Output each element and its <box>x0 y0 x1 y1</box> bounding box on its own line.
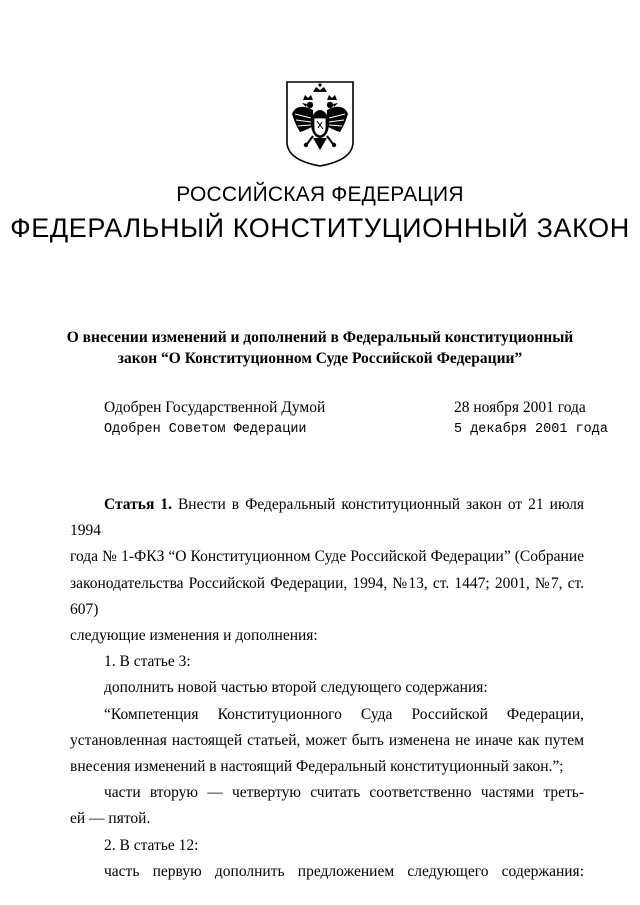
article-line: законодательства Российской Федерации, 1994, №13, ст. 1447; 2001, №7, ст. 607) <box>70 574 584 618</box>
item-heading: 2. В статье 12: <box>104 836 199 854</box>
approval-body: Одобрен Государственной Думой <box>104 399 326 416</box>
approval-body: Одобрен Советом Федерации <box>104 422 307 437</box>
approval-date: 5 декабря 2001 года <box>454 422 608 437</box>
article-text: Внести в Федеральный конституционный закон от 21 июля 1994 <box>70 496 585 540</box>
law-type-heading: ФЕДЕРАЛЬНЫЙ КОНСТИТУЦИОННЫЙ ЗАКОН <box>10 213 630 243</box>
article-line <box>70 492 584 544</box>
renumber-line: части вторую — четвертую считать соответственно частями треть- <box>104 784 584 802</box>
coat-of-arms-icon <box>283 80 357 168</box>
article-line: следующие изменения и дополнения: <box>70 627 318 645</box>
quote-line: “Компетенция Конституционного Суда Российской Федерации, <box>104 705 584 723</box>
item-heading: 1. В статье 3: <box>104 653 191 671</box>
item-text: дополнить новой частью второй следующего содержания: <box>104 679 488 697</box>
law-title-line: закон “О Конституционном Суде Российской Федерации” <box>117 350 523 367</box>
law-title <box>60 327 580 369</box>
law-title-line: О внесении изменений и дополнений в Федеральный конституционный <box>66 329 574 346</box>
article-line: года № 1-ФКЗ “О Конституционном Суде Российской Федерации” (Собрание <box>70 548 584 566</box>
renumber-line: ей — пятой. <box>70 810 151 828</box>
quote-line: внесения изменений в настоящий Федеральный конституционный закон.”; <box>70 758 564 776</box>
item-text: часть первую дополнить предложением следующего содержания: <box>104 862 584 880</box>
country-heading: РОССИЙСКАЯ ФЕДЕРАЦИЯ <box>176 183 464 206</box>
approval-date: 28 ноября 2001 года <box>454 399 586 416</box>
quote-line: установленная настоящей статьей, может быть изменена не иначе как путем <box>70 731 584 749</box>
article-label: Статья 1. <box>104 496 172 513</box>
article-body <box>70 492 584 885</box>
